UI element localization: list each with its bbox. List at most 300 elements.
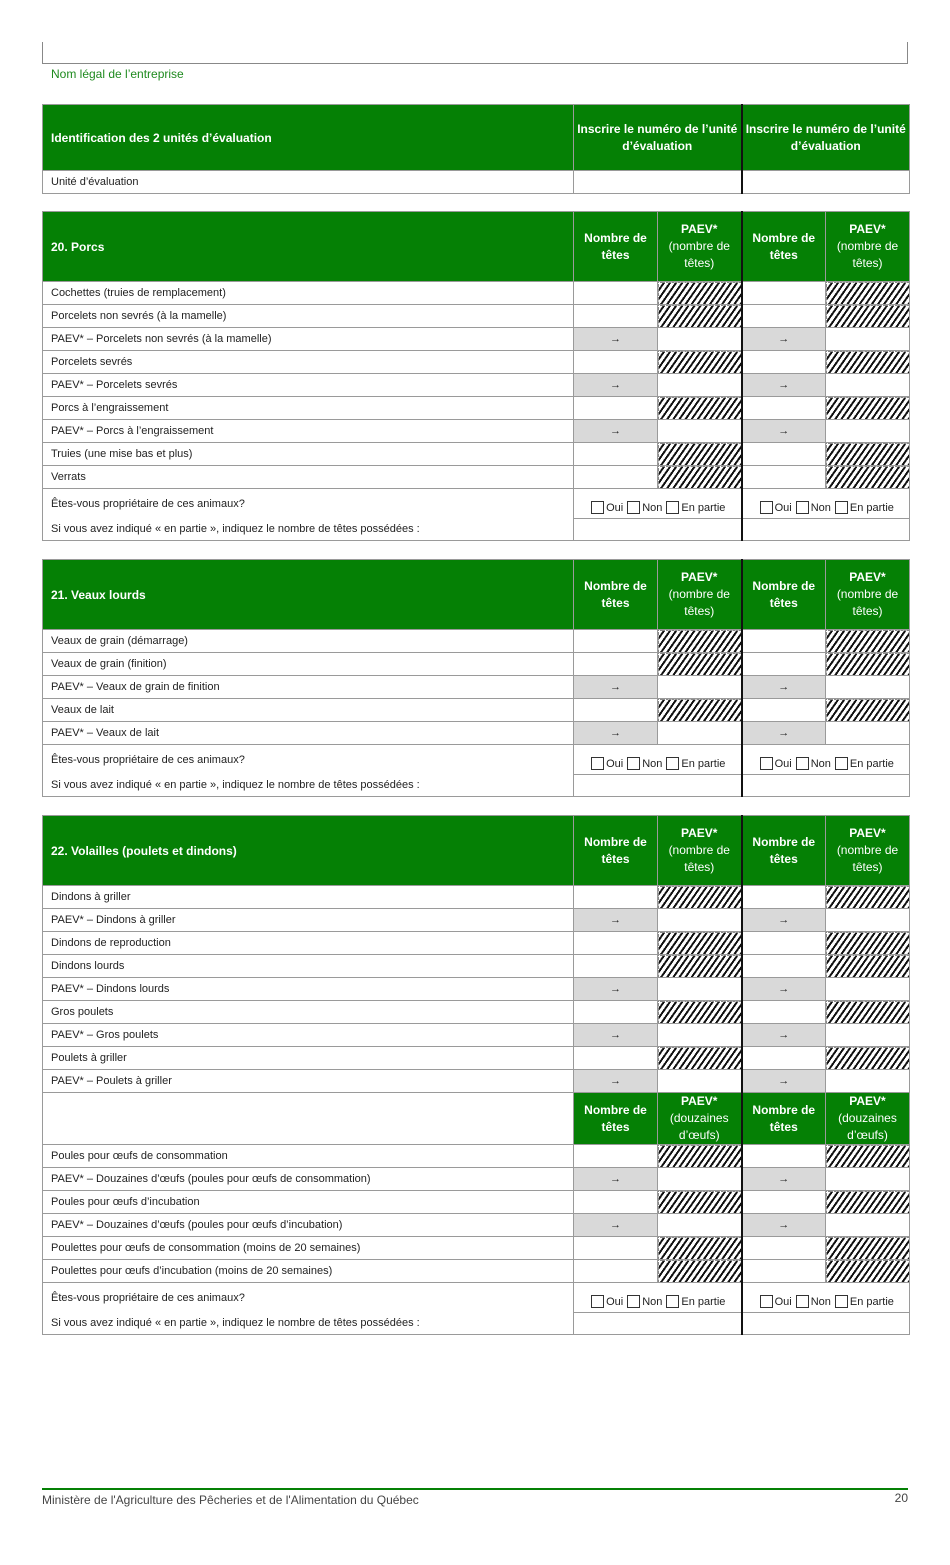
page-number: 20 [894,1491,908,1505]
oui-label: Oui [774,1296,792,1308]
row-label: Porcelets sevrés [43,351,574,374]
partial-ownership-note: Si vous avez indiqué « en partie », indiquez le nombre de têtes possédées : [43,1313,574,1335]
hatched-cell-2 [826,1001,910,1024]
hatched-cell-1 [658,630,742,653]
paev-input-1[interactable] [658,676,742,699]
table-row [43,1024,910,1047]
section-volailles [42,815,910,1335]
paev-header-sub: (nombre de têtes) [836,843,899,874]
row-label: Poules pour œufs d’incubation [43,1191,574,1214]
nombre-input-1[interactable] [574,351,658,374]
row-label: Dindons à griller [43,886,574,909]
nombre-input-2[interactable] [742,630,826,653]
table-row [43,722,910,745]
table-row [43,1145,910,1168]
nombre-input-1[interactable] [574,282,658,305]
arrow-right-icon: → [610,1219,621,1231]
paev-input-2[interactable] [826,328,910,351]
paev-header-2 [826,1093,910,1145]
hatched-cell-1 [658,1001,742,1024]
paev-input-2[interactable] [826,1024,910,1047]
row-label: Porcs à l’engraissement [43,397,574,420]
table-row [43,1214,910,1237]
partial-heads-input-1[interactable] [574,1313,742,1335]
table-row [43,374,910,397]
paev-input-1[interactable] [658,1214,742,1237]
nombre-input-2[interactable] [742,1145,826,1168]
hatched-cell-2 [826,1237,910,1260]
nombre-input-2[interactable] [742,1260,826,1283]
company-name-field[interactable] [42,42,908,64]
hatched-cell-1 [658,397,742,420]
non-checkbox[interactable] [796,501,809,514]
row-label: Cochettes (truies de remplacement) [43,282,574,305]
hatched-cell-2 [826,351,910,374]
nombre-input-2[interactable] [742,305,826,328]
hatched-cell-1 [658,1237,742,1260]
partial-ownership-row [43,1313,910,1335]
hatched-cell-2 [826,397,910,420]
nombre-input-2[interactable] [742,351,826,374]
row-label: PAEV* – Dindons à griller [43,909,574,932]
table-row [43,466,910,489]
non-checkbox[interactable] [627,1295,640,1308]
oui-checkbox[interactable] [760,501,773,514]
paev-input-2[interactable] [826,420,910,443]
table-row [43,1047,910,1070]
nombre-header-2: Nombre de têtes [742,212,826,282]
arrow-right-icon: → [610,379,621,391]
hatched-cell-1 [658,282,742,305]
table-row [43,1191,910,1214]
arrow-right-icon: → [610,914,621,926]
paev-header-label: PAEV* [849,570,886,584]
row-label: Poulettes pour œufs d’incubation (moins de 20 semaines) [43,1260,574,1283]
partial-ownership-note: Si vous avez indiqué « en partie », indiquez le nombre de têtes possédées : [43,519,574,541]
hatched-cell-2 [826,630,910,653]
non-label: Non [810,758,831,770]
arrow-cell-2 [742,909,826,932]
paev-input-1[interactable] [658,374,742,397]
hatched-cell-2 [826,699,910,722]
en-partie-checkbox[interactable] [835,501,848,514]
paev-input-2[interactable] [826,1214,910,1237]
arrow-cell-2 [742,420,826,443]
arrow-right-icon: → [778,914,790,926]
hatched-cell-1 [658,886,742,909]
hatched-cell-1 [658,1260,742,1283]
section-title: 20. Porcs [43,212,574,282]
partial-heads-input-2[interactable] [742,1313,910,1335]
arrow-right-icon: → [610,333,621,345]
table-row [43,909,910,932]
paev-input-1[interactable] [658,1070,742,1093]
nombre-input-1[interactable] [574,1191,658,1214]
non-label: Non [810,502,831,514]
arrow-cell-2 [742,676,826,699]
arrow-right-icon: → [778,1029,790,1041]
nombre-input-1[interactable] [574,932,658,955]
paev-header-2 [826,212,910,282]
arrow-cell-1 [574,1070,658,1093]
arrow-right-icon: → [610,425,621,437]
nombre-input-1[interactable] [574,630,658,653]
table-row [43,699,910,722]
table-row [43,282,910,305]
section-title: 22. Volailles (poulets et dindons) [43,816,574,886]
paev-input-2[interactable] [826,1168,910,1191]
arrow-cell-2 [742,722,826,745]
paev-input-2[interactable] [826,374,910,397]
arrow-cell-1 [574,1024,658,1047]
paev-input-2[interactable] [826,676,910,699]
ownership-options-2 [743,501,910,514]
paev-header-1 [658,816,742,886]
table-row [43,653,910,676]
arrow-right-icon: → [778,727,790,739]
arrow-right-icon: → [610,1029,621,1041]
table-row [43,443,910,466]
row-label: Dindons lourds [43,955,574,978]
paev-header-1 [658,1093,742,1145]
nombre-input-1[interactable] [574,1001,658,1024]
row-label: Veaux de grain (démarrage) [43,630,574,653]
nombre-input-2[interactable] [742,886,826,909]
paev-header-2 [826,816,910,886]
row-label: PAEV* – Douzaines d’œufs (poules pour œufs de consommation) [43,1168,574,1191]
non-checkbox[interactable] [796,1295,809,1308]
paev-header-1 [658,560,742,630]
paev-header-1 [658,212,742,282]
partial-ownership-note: Si vous avez indiqué « en partie », indiquez le nombre de têtes possédées : [43,775,574,797]
nombre-input-2[interactable] [742,955,826,978]
paev-header-label: PAEV* [681,826,718,840]
section-header [43,816,910,886]
paev-input-1[interactable] [658,1168,742,1191]
table-row [43,1260,910,1283]
hatched-cell-1 [658,351,742,374]
row-label: Poulettes pour œufs de consommation (moins de 20 semaines) [43,1237,574,1260]
nombre-header-2: Nombre de têtes [742,816,826,886]
oui-checkbox[interactable] [591,757,604,770]
nombre-input-1[interactable] [574,886,658,909]
unit-number-header-2: Inscrire le numéro de l’unité d’évaluation [742,105,910,171]
arrow-right-icon: → [778,425,790,437]
non-label: Non [642,502,663,514]
hatched-cell-1 [658,1145,742,1168]
ownership-row [43,1283,910,1313]
paev-header-label: PAEV* [849,826,886,840]
oui-checkbox[interactable] [760,757,773,770]
en-partie-checkbox[interactable] [666,501,679,514]
unit-number-header-1: Inscrire le numéro de l’unité d’évaluation [574,105,742,171]
nombre-input-1[interactable] [574,955,658,978]
row-label: Porcelets non sevrés (à la mamelle) [43,305,574,328]
oui-label: Oui [774,502,792,514]
identification-header [43,105,910,171]
en-partie-checkbox[interactable] [835,757,848,770]
oui-checkbox[interactable] [591,1295,604,1308]
nombre-input-2[interactable] [742,466,826,489]
arrow-cell-1 [574,676,658,699]
table-row [43,328,910,351]
nombre-input-1[interactable] [574,1047,658,1070]
hatched-cell-1 [658,466,742,489]
paev-header-label: PAEV* [681,570,718,584]
en-partie-label: En partie [681,1296,726,1308]
en-partie-label: En partie [681,758,726,770]
section-header [43,560,910,630]
hatched-cell-1 [658,1047,742,1070]
ownership-question: Êtes-vous propriétaire de ces animaux? [43,745,574,775]
table-row [43,351,910,374]
ownership-question: Êtes-vous propriétaire de ces animaux? [43,1283,574,1313]
arrow-cell-1 [574,420,658,443]
arrow-cell-1 [574,722,658,745]
oui-checkbox[interactable] [591,501,604,514]
hatched-cell-2 [826,282,910,305]
hatched-cell-2 [826,955,910,978]
nombre-input-1[interactable] [574,443,658,466]
row-label: Truies (une mise bas et plus) [43,443,574,466]
nombre-input-2[interactable] [742,282,826,305]
arrow-right-icon: → [778,1219,790,1231]
arrow-right-icon: → [778,681,790,693]
non-label: Non [642,1296,663,1308]
non-label: Non [642,758,663,770]
section-header [43,212,910,282]
row-label: Poulets à griller [43,1047,574,1070]
paev-header-sub: (nombre de têtes) [836,587,899,618]
paev-header-sub: (nombre de têtes) [836,239,899,270]
table-row [43,1001,910,1024]
paev-header-2 [826,560,910,630]
arrow-cell-1 [574,1168,658,1191]
nombre-input-2[interactable] [742,1191,826,1214]
identification-table [42,104,910,194]
en-partie-checkbox[interactable] [666,1295,679,1308]
hatched-cell-2 [826,932,910,955]
oui-label: Oui [606,502,624,514]
partial-heads-input-1[interactable] [574,519,742,541]
row-label: PAEV* – Veaux de grain de finition [43,676,574,699]
arrow-cell-1 [574,978,658,1001]
arrow-cell-2 [742,978,826,1001]
hatched-cell-2 [826,466,910,489]
oui-checkbox[interactable] [760,1295,773,1308]
row-label: PAEV* – Gros poulets [43,1024,574,1047]
non-checkbox[interactable] [627,501,640,514]
unit-number-input-2[interactable] [742,171,910,194]
paev-header-label: PAEV* [681,222,718,236]
table-row [43,676,910,699]
paev-header-sub: (douzaines d’œufs) [838,1111,897,1142]
arrow-right-icon: → [610,983,621,995]
row-label: PAEV* – Porcelets sevrés [43,374,574,397]
nombre-header-1: Nombre de têtes [574,560,658,630]
section-title: 21. Veaux lourds [43,560,574,630]
arrow-cell-1 [574,374,658,397]
oui-label: Oui [606,1296,624,1308]
hatched-cell-2 [826,886,910,909]
arrow-right-icon: → [610,1075,621,1087]
ownership-options-2 [743,1295,910,1308]
en-partie-checkbox[interactable] [666,757,679,770]
paev-input-1[interactable] [658,978,742,1001]
paev-header-label: PAEV* [681,1094,718,1108]
non-checkbox[interactable] [796,757,809,770]
nombre-input-1[interactable] [574,1237,658,1260]
nombre-input-2[interactable] [742,443,826,466]
arrow-right-icon: → [610,727,621,739]
partial-ownership-row [43,775,910,797]
paev-header-sub: (nombre de têtes) [668,239,730,270]
row-label: Verrats [43,466,574,489]
arrow-right-icon: → [778,1075,790,1087]
table-row [43,1070,910,1093]
en-partie-label: En partie [849,758,894,770]
ownership-row [43,745,910,775]
unit-row [43,171,910,194]
oui-label: Oui [606,758,624,770]
arrow-cell-1 [574,328,658,351]
hatched-cell-2 [826,1191,910,1214]
table-row [43,397,910,420]
arrow-right-icon: → [610,681,621,693]
en-partie-checkbox[interactable] [835,1295,848,1308]
hatched-cell-2 [826,1047,910,1070]
paev-header-sub: (nombre de têtes) [668,843,730,874]
identification-title: Identification des 2 unités d’évaluation [43,105,574,171]
paev-header-sub: (douzaines d’œufs) [669,1111,729,1142]
arrow-right-icon: → [778,983,790,995]
hatched-cell-2 [826,1145,910,1168]
row-label: Gros poulets [43,1001,574,1024]
company-name-label: Nom légal de l’entreprise [51,67,184,81]
table-row [43,955,910,978]
paev-input-1[interactable] [658,1024,742,1047]
hatched-cell-2 [826,653,910,676]
table-row [43,1168,910,1191]
table-row [43,978,910,1001]
section-veaux-lourds [42,559,910,797]
arrow-right-icon: → [610,1173,621,1185]
paev-input-1[interactable] [658,909,742,932]
non-checkbox[interactable] [627,757,640,770]
paev-input-1[interactable] [658,328,742,351]
nombre-input-1[interactable] [574,699,658,722]
en-partie-label: En partie [681,502,726,514]
nombre-header-1: Nombre de têtes [574,816,658,886]
hatched-cell-1 [658,305,742,328]
nombre-input-1[interactable] [574,305,658,328]
nombre-input-2[interactable] [742,1237,826,1260]
hatched-cell-1 [658,955,742,978]
ownership-row [43,489,910,519]
row-label: Dindons de reproduction [43,932,574,955]
nombre-input-1[interactable] [574,1145,658,1168]
row-label: PAEV* – Douzaines d’œufs (poules pour œufs d’incubation) [43,1214,574,1237]
nombre-input-2[interactable] [742,1047,826,1070]
paev-header-label: PAEV* [849,1094,886,1108]
nombre-input-2[interactable] [742,699,826,722]
arrow-cell-2 [742,374,826,397]
partial-heads-input-2[interactable] [742,775,910,797]
paev-input-2[interactable] [826,722,910,745]
arrow-right-icon: → [778,1173,790,1185]
nombre-header-1: Nombre de têtes [574,212,658,282]
blank-header-cell [43,1093,574,1145]
ownership-question: Êtes-vous propriétaire de ces animaux? [43,489,574,519]
non-label: Non [810,1296,831,1308]
ownership-options-1 [574,1295,741,1308]
hatched-cell-1 [658,653,742,676]
unit-number-input-1[interactable] [574,171,742,194]
section-header [43,1093,910,1145]
nombre-input-1[interactable] [574,397,658,420]
table-row [43,630,910,653]
en-partie-label: En partie [849,502,894,514]
footer-ministry: Ministère de l'Agriculture des Pêcheries et de l'Alimentation du Québec [42,1493,419,1507]
arrow-cell-2 [742,1024,826,1047]
arrow-cell-2 [742,1168,826,1191]
row-label: Veaux de lait [43,699,574,722]
nombre-input-2[interactable] [742,932,826,955]
row-label: PAEV* – Porcs à l’engraissement [43,420,574,443]
row-label: PAEV* – Veaux de lait [43,722,574,745]
paev-input-1[interactable] [658,420,742,443]
nombre-input-2[interactable] [742,397,826,420]
partial-heads-input-1[interactable] [574,775,742,797]
nombre-input-1[interactable] [574,1260,658,1283]
row-label: PAEV* – Poulets à griller [43,1070,574,1093]
en-partie-label: En partie [849,1296,894,1308]
arrow-cell-1 [574,909,658,932]
ownership-options-1 [574,501,741,514]
row-label: PAEV* – Dindons lourds [43,978,574,1001]
nombre-input-2[interactable] [742,1001,826,1024]
paev-header-sub: (nombre de têtes) [668,587,730,618]
nombre-header-2: Nombre de têtes [742,1093,826,1145]
oui-label: Oui [774,758,792,770]
arrow-cell-1 [574,1214,658,1237]
paev-input-2[interactable] [826,909,910,932]
arrow-cell-2 [742,1214,826,1237]
hatched-cell-2 [826,443,910,466]
row-label: Poules pour œufs de consommation [43,1145,574,1168]
table-row [43,1237,910,1260]
nombre-input-2[interactable] [742,653,826,676]
hatched-cell-2 [826,305,910,328]
section-porcs [42,211,910,541]
table-row [43,932,910,955]
partial-ownership-row [43,519,910,541]
ownership-options-1 [574,757,741,770]
arrow-right-icon: → [778,379,790,391]
unit-row-label: Unité d’évaluation [43,171,574,194]
paev-input-2[interactable] [826,978,910,1001]
nombre-input-1[interactable] [574,466,658,489]
partial-heads-input-2[interactable] [742,519,910,541]
row-label: PAEV* – Porcelets non sevrés (à la mamelle) [43,328,574,351]
paev-input-2[interactable] [826,1070,910,1093]
paev-input-1[interactable] [658,722,742,745]
table-row [43,420,910,443]
nombre-input-1[interactable] [574,653,658,676]
table-row [43,886,910,909]
arrow-cell-2 [742,328,826,351]
hatched-cell-1 [658,932,742,955]
